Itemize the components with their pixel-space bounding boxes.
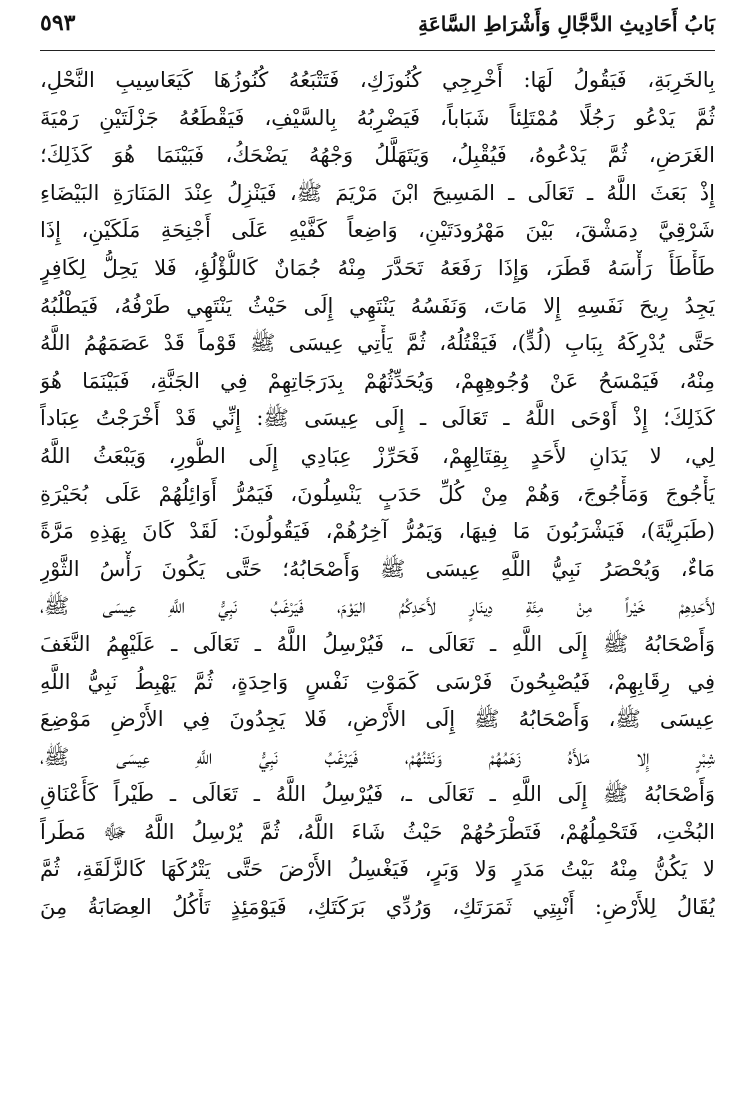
text-line: يَجِدُ رِيحَ نَفَسِهِ إِلا مَاتَ، وَنَفَسُهُ يَنْتَهِي إِلَى حَيْثُ يَنْتَهِي طَرْفُهُ، فَيَطْلُبُهُ (40, 293, 715, 318)
text-line: يَأْجُوجَ وَمَأْجُوجَ، وَهُمْ مِنْ كُلِّ حَدَبٍ يَنْسِلُونَ، فَيَمُرُّ أَوَائِلُهُمْ عَلَى بُحَيْرَةِ (40, 481, 715, 506)
text-line: عِيسَى ﷺ، وَأَصْحَابُهُ ﷺ إِلَى الأَرْضِ، فَلا يَجِدُونَ فِي الأَرْضِ مَوْضِعَ (40, 707, 715, 732)
text-line: حَتَّى يُدْرِكَهُ بِبَابِ (لُدٍّ)، فَيَقْتُلُهُ، ثُمَّ يَأْتِي عِيسَى ﷺ قَوْماً قَدْ عَصَمَهُمُ اللَّهُ (40, 331, 715, 356)
text-line: طَأْطَأَ رَأْسَهُ قَطَرَ، وَإِذَا رَفَعَهُ تَحَدَّرَ مِنْهُ جُمَانٌ كَاللُّؤْلُؤِ، فَلا يَحِلُّ لِكَافِرٍ (40, 255, 715, 280)
page-number: ٥٩٣ (40, 10, 76, 36)
text-line: شَرْقِيَّ دِمَشْقَ، بَيْنَ مَهْرُودَتَيْنِ، وَاضِعاً كَفَّيْهِ عَلَى أَجْنِحَةِ مَلَكَيْنِ، إِذَا (40, 218, 715, 243)
text-line: لأَحَدِهِمْ خَيْراً مِنْ مِئَةِ دِينَارٍ لأَحَدِكُمُ اليَوْمَ، فَيَرْغَبُ نَبِيُّ اللَّهِ عِيسَى ﷺ، (40, 594, 715, 619)
text-line: لِي، لا يَدَانِ لأَحَدٍ بِقِتَالِهِمْ، فَحَرِّزْ عِبَادِي إِلَى الطُّورِ، وَيَبْعَثُ اللَّهُ (40, 443, 715, 468)
text-line: الغَرَضِ، ثُمَّ يَدْعُوهُ، فَيُقْبِلُ، وَيَتَهَلَّلُ وَجْهُهُ يَضْحَكُ، فَبَيْنَمَا هُوَ كَذَلِكَ؛ (40, 143, 715, 168)
text-line: كَذَلِكَ؛ إِذْ أَوْحَى اللَّهُ ـ تَعَالَى ـ إِلَى عِيسَى ﷺ: إِنِّي قَدْ أَخْرَجْتُ عِبَاداً (40, 406, 715, 431)
body-text (40, 62, 715, 927)
text-line: فِي رِقَابِهِمْ، فَيُصْبِحُونَ فَرْسَى كَمَوْتِ نَفْسٍ وَاحِدَةٍ، ثُمَّ يَهْبِطُ نَبِيُّ اللَّهِ (40, 669, 715, 694)
page-header (40, 8, 715, 44)
text-line: لا يَكُنُّ مِنْهُ بَيْتُ مَدَرٍ وَلا وَبَرٍ، فَيَغْسِلُ الأَرْضَ حَتَّى يَتْرُكَهَا كَالزَّلَقَةِ، ثُمَّ (40, 857, 715, 882)
text-line: وَأَصْحَابُهُ ﷺ إِلَى اللَّهِ ـ تَعَالَى ـ، فَيُرْسِلُ اللَّهُ ـ تَعَالَى ـ عَلَيْهِمُ النَّغَفَ (40, 631, 715, 656)
header-rule (40, 50, 715, 51)
text-line: مَاءٌ، وَيُحْصَرُ نَبِيُّ اللَّهِ عِيسَى ﷺ وَأَصْحَابُهُ؛ حَتَّى يَكُونَ رَأْسُ الثَّوْرِ (40, 556, 715, 581)
text-line: شِبْرٍ إِلا مَلأَهُ زَهَمُهُمْ وَنَتْنُهُمْ، فَيَرْغَبُ نَبِيُّ اللَّهِ عِيسَى ﷺ، (40, 744, 715, 769)
text-line: (طَبَرِيَّةَ)، فَيَشْرَبُونَ مَا فِيهَا، وَيَمُرُّ آخِرُهُمْ، فَيَقُولُونَ: لَقَدْ كَانَ بِهَذِهِ مَرَّةً (40, 519, 715, 544)
text-line: ثُمَّ يَدْعُو رَجُلًا مُمْتَلِئاً شَبَاباً، فَيَضْرِبُهُ بِالسَّيْفِ، فَيَقْطَعُهُ جَزْلَتَيْنِ رَمْيَةَ (40, 105, 715, 130)
text-line: إِذْ بَعَثَ اللَّهُ ـ تَعَالَى ـ المَسِيحَ ابْنَ مَرْيَمَ ﷺ، فَيَنْزِلُ عِنْدَ المَنَارَةِ البَيْضَاءِ (40, 180, 715, 205)
text-line: البُخْتِ، فَتَحْمِلُهُمْ، فَتَطْرَحُهُمْ حَيْثُ شَاءَ اللَّهُ، ثُمَّ يُرْسِلُ اللَّهُ ﷻ مَطَراً (40, 819, 715, 844)
text-line: مِنْهُ، فَيَمْسَحُ عَنْ وُجُوهِهِمْ، وَيُحَدِّثُهُمْ بِدَرَجَاتِهِمْ فِي الجَنَّةِ، فَبَيْنَمَا هُوَ (40, 368, 715, 393)
running-title: بَابُ أَحَادِيثِ الدَّجَّالِ وَأَشْرَاطِ السَّاعَةِ (418, 12, 715, 36)
text-line: وَأَصْحَابُهُ ﷺ إِلَى اللَّهِ ـ تَعَالَى ـ، فَيُرْسِلُ اللَّهُ ـ تَعَالَى ـ طَيْراً كَأَعْنَاقِ (40, 782, 715, 807)
text-line: بِالخَرِبَةِ، فَيَقُولُ لَهَا: أَخْرِجِي كُنُوزَكِ، فَتَتْبَعُهُ كُنُوزُهَا كَيَعَاسِيبِ النَّحْلِ، (40, 68, 715, 92)
text-line: يُقَالُ لِلأَرْضِ: أَنْبِتِي ثَمَرَتَكِ، وَرُدِّي بَرَكَتَكِ، فَيَوْمَئِذٍ تَأْكُلُ العِصَابَةُ مِنَ (40, 895, 715, 920)
